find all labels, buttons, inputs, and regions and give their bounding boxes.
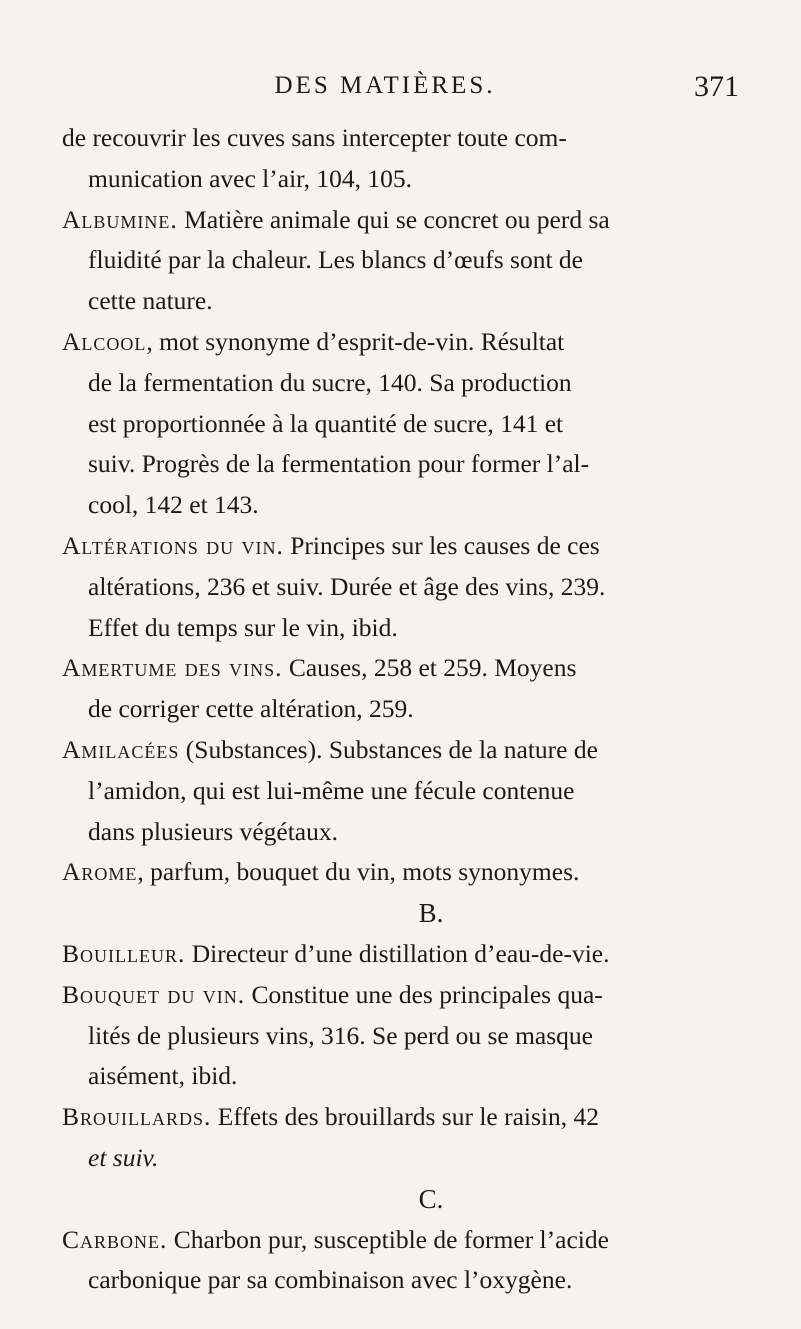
- entry-term: Arome: [62, 857, 138, 887]
- entry-line: Constitue une des principales qua-: [245, 979, 603, 1009]
- entry-line: aisément, ibid.: [88, 1061, 238, 1091]
- entry-line: et suiv.: [88, 1142, 159, 1172]
- entry-line: l’amidon, qui est lui-même une fécule contenue: [88, 775, 575, 805]
- entry-line: carbonique par sa combinaison avec l’oxygène.: [88, 1265, 573, 1295]
- index-text: [62, 118, 774, 1301]
- index-entry-arome: [62, 852, 774, 893]
- index-entry-amilacees: [62, 730, 774, 852]
- entry-term: Brouillards.: [62, 1102, 212, 1132]
- page-number: 371: [694, 70, 739, 103]
- entry-line: munication avec l’air, 104, 105.: [88, 163, 413, 193]
- entry-term: Albumine.: [62, 204, 178, 234]
- entry-line: de recouvrir les cuves sans intercepter toute com-: [62, 123, 567, 152]
- entry-term: Bouilleur.: [62, 938, 186, 968]
- header-title: DES MATIÈRES.: [274, 72, 496, 99]
- entry-line: de corriger cette altération, 259.: [88, 694, 414, 724]
- section-heading-c: C.: [418, 1183, 444, 1214]
- entry-line: Effets des brouillards sur le raisin, 42: [211, 1102, 600, 1132]
- entry-line: , parfum, bouquet du vin, mots synonymes.: [137, 857, 580, 887]
- entry-line: Charbon pur, susceptible de former l’acide: [167, 1224, 609, 1254]
- entry-term: Amertume des vins.: [62, 653, 283, 683]
- entry-term: Bouquet du vin.: [62, 979, 246, 1009]
- entry-line: Directeur d’une distillation d’eau-de-vie.: [185, 938, 610, 968]
- running-header: [0, 72, 801, 112]
- entry-line: suiv. Progrès de la fermentation pour former l’al-: [88, 449, 590, 479]
- entry-term: Carbone.: [62, 1224, 168, 1254]
- index-entry-brouillards: [62, 1097, 774, 1179]
- entry-term: Altérations du vin.: [62, 530, 284, 560]
- entry-line: cool, 142 et 143.: [88, 490, 259, 520]
- index-entry-alcool: [62, 322, 774, 526]
- index-entry-carbone: [62, 1220, 774, 1302]
- entry-term: Alcool: [62, 326, 147, 356]
- index-entry-bouquet: [62, 975, 774, 1097]
- index-entry-continued: [62, 118, 774, 200]
- section-heading-b: B.: [418, 898, 444, 929]
- index-entry-albumine: [62, 200, 774, 322]
- entry-line: Principes sur les causes de ces: [283, 530, 600, 560]
- entry-line: altérations, 236 et suiv. Durée et âge des vins, 239.: [88, 571, 606, 601]
- entry-line: Causes, 258 et 259. Moyens: [282, 653, 577, 683]
- entry-line: (Substances). Substances de la nature de: [179, 734, 598, 764]
- entry-line: fluidité par la chaleur. Les blancs d’œufs sont de: [88, 245, 583, 275]
- index-entry-bouilleur: [62, 934, 774, 975]
- entry-line: cette nature.: [88, 286, 213, 316]
- entry-line: , mot synonyme d’esprit-de-vin. Résultat: [146, 326, 565, 356]
- entry-line: est proportionnée à la quantité de sucre, 141 et: [88, 408, 564, 438]
- index-entry-amertume: [62, 648, 774, 730]
- entry-line: dans plusieurs végétaux.: [88, 816, 338, 846]
- entry-term: Amilacées: [62, 734, 180, 764]
- entry-line: lités de plusieurs vins, 316. Se perd ou se masque: [88, 1020, 593, 1050]
- entry-line: Effet du temps sur le vin, ibid.: [88, 612, 398, 642]
- entry-line: Matière animale qui se concret ou perd sa: [177, 204, 610, 234]
- entry-line: de la fermentation du sucre, 140. Sa production: [88, 367, 572, 397]
- index-entry-alterations: [62, 526, 774, 648]
